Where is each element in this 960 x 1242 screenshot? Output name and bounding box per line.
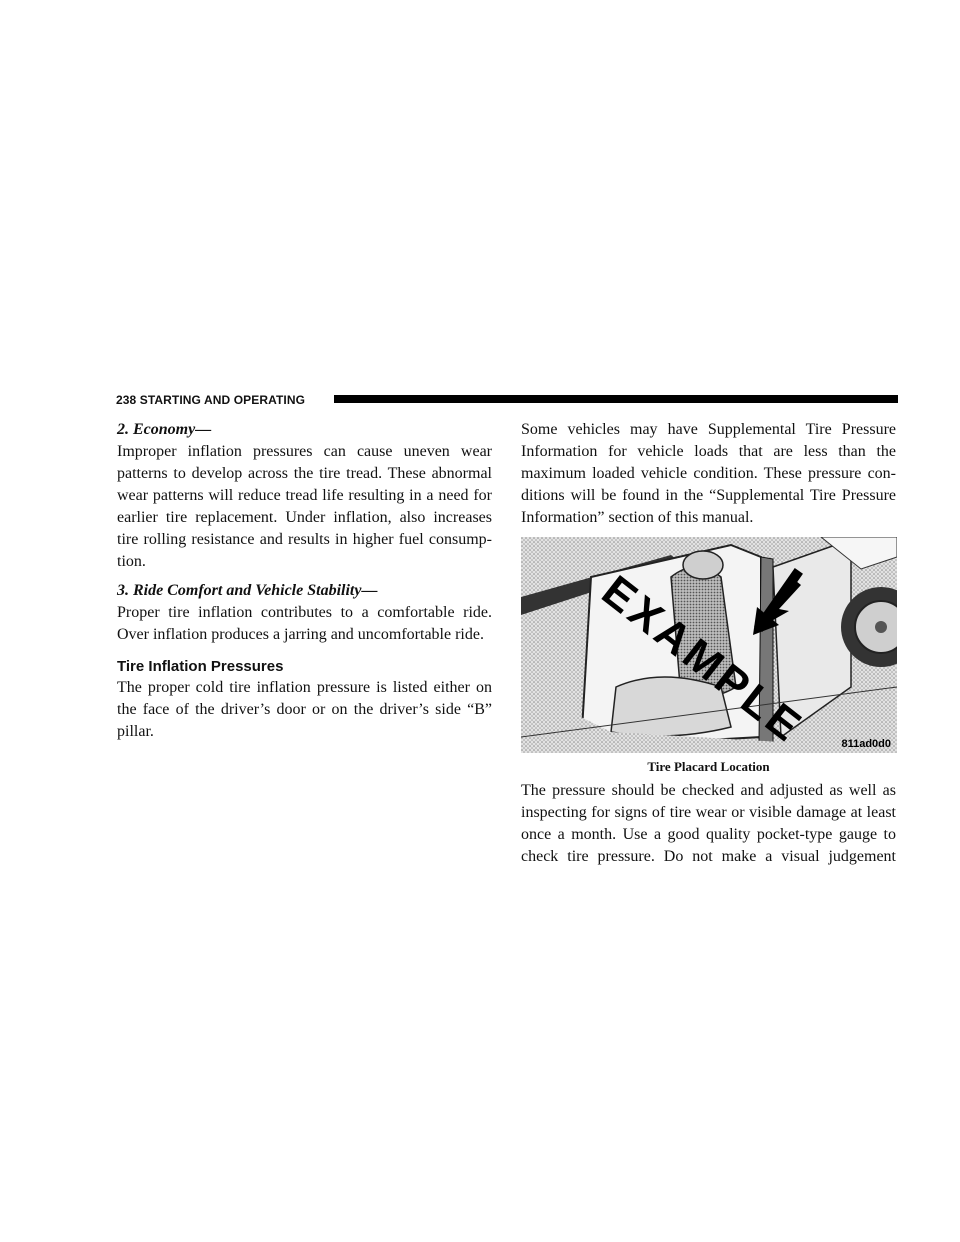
supplemental-pressure-paragraph: Some vehicles may have Supplemental Tire Pressure Information for vehicle loads that are less than the maximum loaded vehicle condition. These pressure con-ditions will be found in the “Supplemental Tire Pressure Information” section of this manual. (521, 421, 896, 526)
economy-heading: 2. Economy— (117, 421, 212, 438)
page-header (116, 391, 898, 409)
figure-code: 811ad0d0 (841, 738, 891, 750)
ride-comfort-heading: 3. Ride Comfort and Vehicle Stability— (117, 582, 378, 599)
example-watermark-overlay (521, 537, 897, 753)
tire-placard-figure (521, 537, 897, 753)
tire-inflation-pressures-heading: Tire Inflation Pressures (117, 658, 284, 675)
figure-caption: Tire Placard Location (647, 759, 770, 774)
example-watermark: EXAMPLE (592, 566, 813, 753)
header-rule (334, 395, 898, 403)
economy-paragraph: Improper inflation pressures can cause uneven wear patterns to develop across the tire tread. These abnormal wear patterns will reduce tread life resulting in a need for earlier tire replacement. Under inflation, also increases tire rolling resistance and results in higher fuel consump-tion. (117, 443, 492, 570)
page-number-section-label: 238 STARTING AND OPERATING (116, 393, 306, 407)
right-column (521, 419, 896, 868)
ride-comfort-paragraph: Proper tire inflation contributes to a comfortable ride. Over inflation produces a jarring and uncomfortable ride. (117, 604, 492, 643)
pressure-check-paragraph: The pressure should be checked and adjusted as well as inspecting for signs of tire wear or visible damage at least once a month. Use a good quality pocket-type gauge to check tire pressure. Do not make a visual judgement (521, 782, 896, 865)
left-column (117, 419, 492, 743)
tire-inflation-pressures-paragraph: The proper cold tire inflation pressure is listed either on the face of the driver’s door or on the driver’s side “B” pillar. (117, 679, 492, 740)
